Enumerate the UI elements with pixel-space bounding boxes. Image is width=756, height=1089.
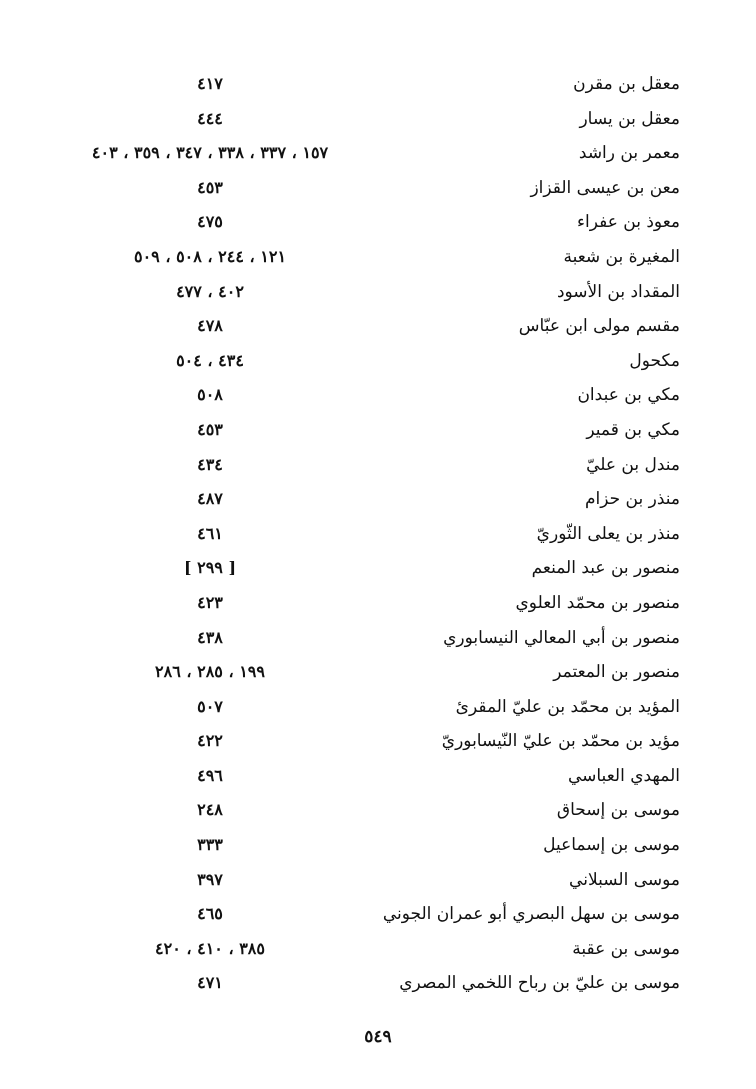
index-entry bbox=[60, 243, 680, 278]
index-entry bbox=[60, 312, 680, 347]
entry-name: معقل بن يسار bbox=[579, 108, 680, 129]
entry-pages: ٤٤٤ bbox=[197, 108, 223, 128]
index-entry bbox=[60, 208, 680, 243]
entry-pages: ١٢١ ، ٢٤٤ ، ٥٠٨ ، ٥٠٩ bbox=[133, 246, 287, 266]
entry-pages: ٣٣٣ bbox=[197, 835, 223, 855]
entry-pages: ٤٣٤ bbox=[197, 454, 223, 474]
entry-name: موسى بن عقبة bbox=[572, 938, 680, 959]
entry-name: منصور بن محمّد العلوي bbox=[515, 592, 680, 613]
entry-name: معقل بن مقرن bbox=[573, 74, 680, 94]
entry-pages: ٤٢٣ bbox=[197, 592, 223, 612]
entry-pages: [ ٢٩٩ ] bbox=[183, 558, 237, 578]
index-entry bbox=[60, 278, 680, 313]
entry-pages: ٤٦٥ bbox=[197, 904, 223, 924]
index-entry bbox=[60, 693, 680, 728]
index-entry bbox=[60, 105, 680, 140]
entry-name: موسى بن إسحاق bbox=[556, 800, 680, 821]
entry-name: موسى بن سهل البصري أبو عمران الجوني bbox=[382, 904, 680, 925]
page-number: ٥٤٩ bbox=[364, 1027, 392, 1047]
entry-name: مندل بن عليّ bbox=[586, 454, 680, 475]
entry-pages: ٤٩٦ bbox=[197, 765, 223, 785]
index-entry bbox=[60, 762, 680, 797]
index-entry bbox=[60, 451, 680, 486]
index-entry bbox=[60, 658, 680, 693]
entry-pages: ١٥٧ ، ٣٣٧ ، ٣٣٨ ، ٣٤٧ ، ٣٥٩ ، ٤٠٣ bbox=[91, 143, 329, 163]
entry-name: منصور بن أبي المعالي النيسابوري bbox=[443, 627, 680, 648]
entry-name: موسى السبلاني bbox=[569, 869, 680, 890]
entry-pages: ٤٧٥ bbox=[197, 212, 223, 232]
entry-pages: ٢٤٨ bbox=[197, 800, 223, 820]
entry-pages: ٤٧١ bbox=[197, 973, 223, 993]
index-entry bbox=[60, 520, 680, 555]
index-entry bbox=[60, 589, 680, 624]
index-entry bbox=[60, 969, 680, 1004]
entry-pages: ٥٠٨ bbox=[197, 385, 223, 405]
entry-name: منذر بن يعلى الثّوريّ bbox=[536, 523, 680, 544]
index-entry bbox=[60, 624, 680, 659]
entry-pages: ٣٨٥ ، ٤١٠ ، ٤٢٠ bbox=[155, 938, 265, 958]
entry-name: منصور بن المعتمر bbox=[553, 662, 680, 683]
entry-name: المهدي العباسي bbox=[567, 765, 680, 786]
index-entry bbox=[60, 416, 680, 451]
index-entry bbox=[60, 174, 680, 209]
index-entry bbox=[60, 70, 680, 105]
entry-pages: ٤٢٢ bbox=[197, 731, 223, 751]
entry-name: المؤيد بن محمّد بن عليّ المقرئ bbox=[455, 696, 680, 717]
entry-name: مكحول bbox=[629, 350, 680, 371]
index-entry bbox=[60, 139, 680, 174]
index-entry bbox=[60, 485, 680, 520]
entry-name: المقداد بن الأسود bbox=[556, 281, 680, 302]
index-entry bbox=[60, 727, 680, 762]
entry-name: معوذ بن عفراء bbox=[577, 212, 680, 233]
entry-name: مؤيد بن محمّد بن عليّ النّيسابوريّ bbox=[441, 731, 680, 752]
entry-pages: ٥٠٧ bbox=[197, 696, 223, 716]
entry-pages: ٤١٧ bbox=[197, 74, 223, 93]
index-entry bbox=[60, 796, 680, 831]
index-entry bbox=[60, 347, 680, 382]
entry-pages: ٤٨٧ bbox=[197, 489, 223, 509]
entry-pages: ٤٥٣ bbox=[197, 419, 223, 439]
entry-pages: ٣٩٧ bbox=[197, 869, 223, 889]
entry-pages: ٤٣٨ bbox=[197, 627, 223, 647]
entry-pages: ٤٥٣ bbox=[197, 177, 223, 197]
entry-name: منصور بن عبد المنعم bbox=[531, 558, 680, 579]
entry-name: معن بن عيسى القزاز bbox=[530, 177, 680, 198]
index-list bbox=[60, 70, 680, 1004]
index-entry bbox=[60, 935, 680, 970]
entry-pages: ٤٦١ bbox=[197, 523, 223, 543]
entry-name: مقسم مولى ابن عبّاس bbox=[518, 316, 680, 337]
entry-name: مكي بن قمير bbox=[586, 419, 680, 440]
entry-name: منذر بن حزام bbox=[585, 489, 680, 510]
entry-name: موسى بن عليّ بن رباح اللخمي المصري bbox=[399, 973, 680, 994]
entry-name: مكي بن عبدان bbox=[577, 385, 680, 406]
entry-pages: ٤٣٤ ، ٥٠٤ bbox=[176, 350, 244, 370]
entry-pages: ١٩٩ ، ٢٨٥ ، ٢٨٦ bbox=[155, 662, 265, 682]
entry-pages: ٤٠٢ ، ٤٧٧ bbox=[176, 281, 244, 301]
entry-name: موسى بن إسماعيل bbox=[543, 835, 680, 856]
index-entry bbox=[60, 900, 680, 935]
entry-name: معمر بن راشد bbox=[578, 143, 680, 164]
entry-pages: ٤٧٨ bbox=[197, 316, 223, 336]
index-entry bbox=[60, 381, 680, 416]
index-entry bbox=[60, 866, 680, 901]
entry-name: المغيرة بن شعبة bbox=[563, 246, 680, 267]
index-entry bbox=[60, 554, 680, 589]
index-entry bbox=[60, 831, 680, 866]
